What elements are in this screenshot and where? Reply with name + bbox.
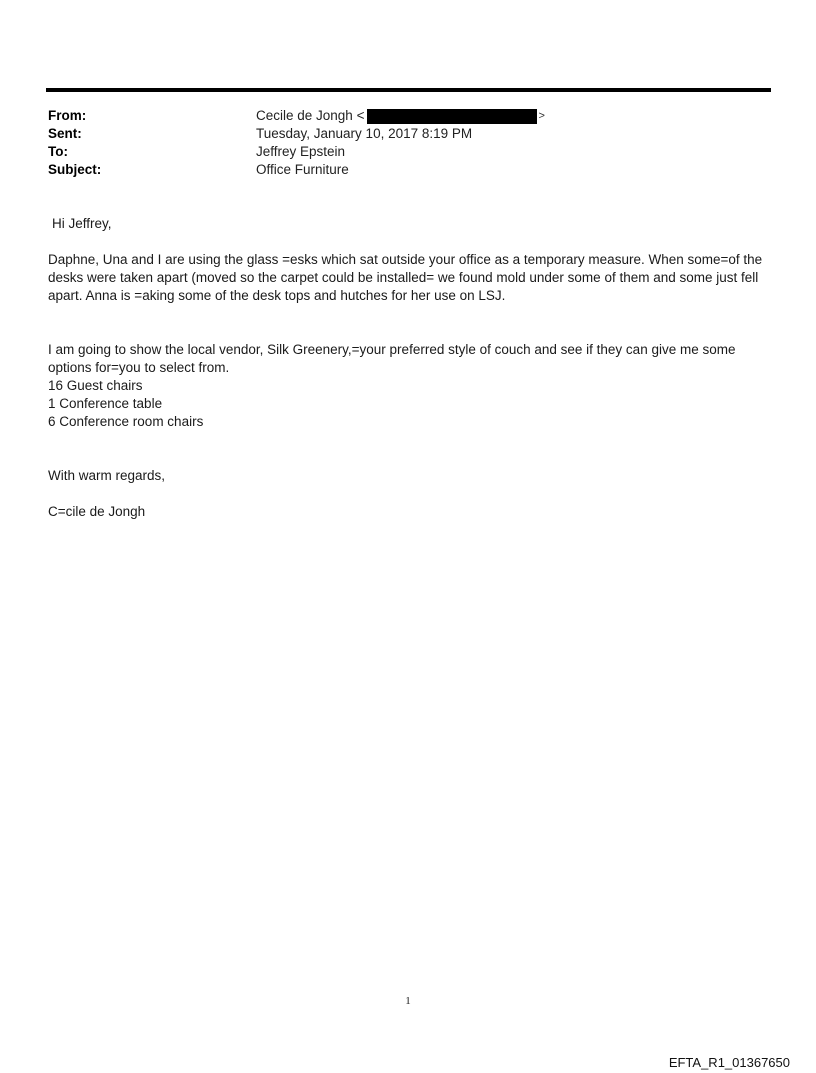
list-item: 6 Conference room chairs [48,414,204,429]
closing: With warm regards, [48,468,166,483]
subject-value: Office Furniture [256,162,349,177]
from-value: Cecile de Jongh < [256,108,365,123]
subject-row [48,161,545,179]
from-row [48,107,545,125]
body-paragraph-2: I am going to show the local vendor, Silk Greenery,=your preferred style of couch and see if they can give me some options for=you to select from. [48,342,736,375]
document-id: EFTA_R1_01367650 [668,1055,790,1070]
from-suffix: > [538,110,545,122]
list-item: 16 Guest chairs [48,378,143,393]
sent-row [48,125,545,143]
from-label: From: [48,108,87,123]
sent-value: Tuesday, January 10, 2017 8:19 PM [256,126,473,141]
page-number: 1 [405,995,411,1007]
email-body [48,215,773,521]
greeting: Hi Jeffrey, [52,216,112,231]
body-paragraph-1: Daphne, Una and I are using the glass =esks which sat outside your office as a temporary measure. When some=of the desks were taken apart (moved so the carpet could be installed= we found mold under some of them and some just fell apart. Anna is =aking some of the desk tops and hutches for her use on LSJ. [48,252,763,303]
list-item: 1 Conference table [48,396,163,411]
to-label: To: [48,144,68,159]
subject-label: Subject: [48,162,102,177]
redaction-box [367,109,537,124]
header-rule [46,88,771,92]
to-row [48,143,545,161]
to-value: Jeffrey Epstein [256,144,346,159]
signature: C=cile de Jongh [48,504,146,519]
email-header [48,107,545,179]
sent-label: Sent: [48,126,82,141]
